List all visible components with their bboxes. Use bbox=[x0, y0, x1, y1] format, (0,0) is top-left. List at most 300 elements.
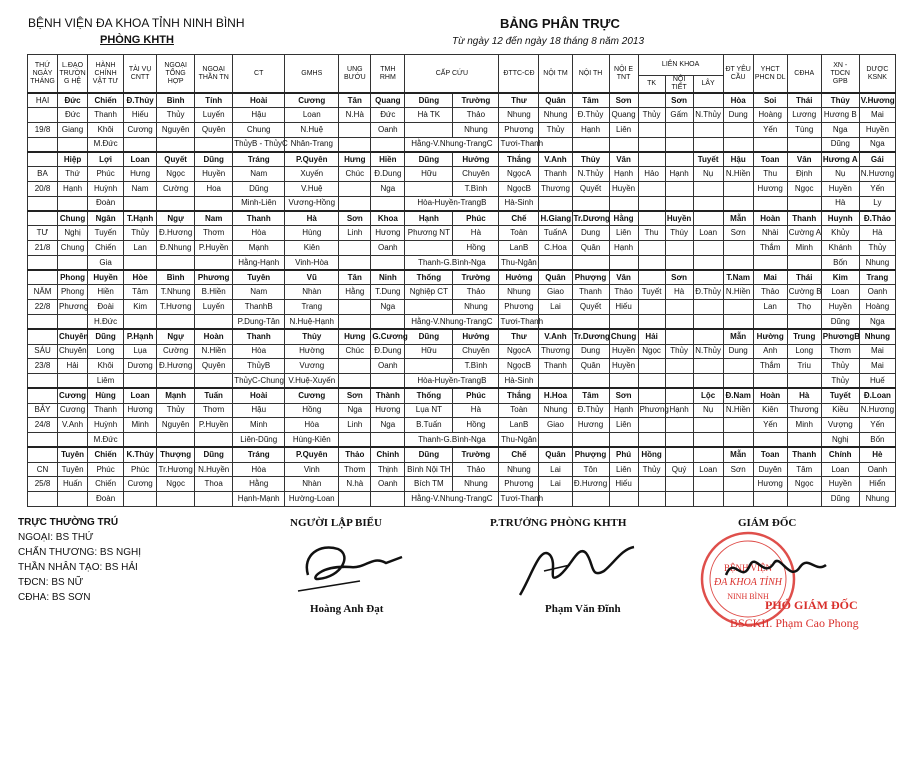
day-cell bbox=[28, 433, 58, 448]
roster-cell: Tươi-Thanh bbox=[499, 314, 539, 329]
roster-cell: Mẫn bbox=[723, 211, 753, 226]
roster-cell bbox=[665, 433, 693, 448]
roster-cell bbox=[723, 492, 753, 507]
roster-cell: Hiển bbox=[859, 477, 895, 492]
roster-cell bbox=[195, 255, 233, 270]
roster-cell bbox=[665, 255, 693, 270]
roster-cell: Cương bbox=[124, 477, 157, 492]
table-row bbox=[28, 314, 896, 329]
roster-cell: T.Bình bbox=[453, 359, 499, 374]
roster-cell: Dũng bbox=[233, 182, 285, 197]
roster-cell: Lan bbox=[124, 241, 157, 256]
roster-cell: Chung bbox=[58, 241, 88, 256]
roster-cell: Tuyến bbox=[88, 226, 124, 241]
roster-cell: Hồng bbox=[453, 241, 499, 256]
roster-cell: Thủy bbox=[638, 462, 665, 477]
roster-cell bbox=[539, 196, 572, 211]
roster-cell bbox=[195, 374, 233, 389]
preparer-signature bbox=[290, 535, 410, 600]
roster-cell: Chế bbox=[499, 447, 539, 462]
table-row bbox=[28, 108, 896, 123]
roster-cell: Tâm bbox=[572, 388, 609, 403]
preparer-title: NGƯỜI LẬP BIỂU bbox=[290, 517, 382, 529]
roster-cell: Oanh bbox=[859, 285, 895, 300]
roster-cell: Chính bbox=[821, 447, 859, 462]
roster-cell: Thái bbox=[787, 93, 821, 108]
roster-cell bbox=[753, 314, 787, 329]
roster-cell: Thương bbox=[539, 182, 572, 197]
roster-cell: Cương bbox=[58, 388, 88, 403]
col-header: ĐT YÊU CẦU bbox=[723, 55, 753, 94]
roster-cell: Nhàn bbox=[285, 477, 339, 492]
roster-cell: Toan bbox=[753, 447, 787, 462]
roster-cell bbox=[665, 374, 693, 389]
roster-cell: Quân bbox=[572, 359, 609, 374]
roster-cell: Đức bbox=[58, 108, 88, 123]
roster-cell: Oanh bbox=[371, 477, 405, 492]
roster-cell bbox=[638, 270, 665, 285]
roster-cell: Bốn bbox=[859, 433, 895, 448]
roster-cell: Đ.Loan bbox=[859, 388, 895, 403]
roster-cell: Nụ bbox=[693, 167, 723, 182]
roster-cell bbox=[58, 196, 88, 211]
roster-cell: Thư bbox=[499, 329, 539, 344]
roster-cell bbox=[339, 359, 371, 374]
roster-cell: Nga bbox=[821, 123, 859, 138]
roster-cell: Thanh bbox=[88, 108, 124, 123]
roster-cell: Vương bbox=[285, 359, 339, 374]
roster-cell: Thảo bbox=[453, 285, 499, 300]
roster-cell bbox=[753, 196, 787, 211]
roster-cell: Đ.Thủy bbox=[693, 285, 723, 300]
roster-cell: Loan bbox=[821, 462, 859, 477]
roster-cell: Huỳnh bbox=[88, 182, 124, 197]
roster-cell bbox=[665, 329, 693, 344]
roster-cell: Vinh bbox=[285, 462, 339, 477]
roster-cell: Vân bbox=[609, 152, 638, 167]
roster-cell bbox=[665, 241, 693, 256]
roster-cell: Dũng bbox=[821, 137, 859, 152]
roster-cell: Thủy bbox=[821, 359, 859, 374]
day-cell bbox=[28, 314, 58, 329]
roster-cell bbox=[157, 433, 195, 448]
roster-cell bbox=[195, 433, 233, 448]
roster-cell: Hòa bbox=[285, 418, 339, 433]
roster-cell: Dung bbox=[572, 226, 609, 241]
roster-cell: Sơn bbox=[665, 270, 693, 285]
roster-cell: ThủyB - ThủyC bbox=[233, 137, 285, 152]
col-header: NỘI E TNT bbox=[609, 55, 638, 94]
day-cell: 20/8 bbox=[28, 182, 58, 197]
roster-cell bbox=[693, 477, 723, 492]
roster-cell bbox=[787, 314, 821, 329]
roster-cell: Đ.Nam bbox=[723, 388, 753, 403]
roster-cell: Thịnh bbox=[371, 462, 405, 477]
roster-cell bbox=[609, 374, 638, 389]
roster-cell: Hạnh bbox=[609, 167, 638, 182]
day-cell: BẢY bbox=[28, 403, 58, 418]
roster-cell: T.Hương bbox=[157, 300, 195, 315]
roster-cell: Hương bbox=[371, 403, 405, 418]
roster-cell: Trung bbox=[787, 329, 821, 344]
roster-cell: Đ.Thủy bbox=[124, 93, 157, 108]
roster-cell: Huyền bbox=[859, 123, 895, 138]
roster-cell bbox=[572, 196, 609, 211]
roster-cell: N.Thủy bbox=[693, 344, 723, 359]
day-cell bbox=[28, 137, 58, 152]
roster-cell: Hưởng bbox=[453, 329, 499, 344]
roster-cell bbox=[693, 123, 723, 138]
col-header: NỘI TM bbox=[539, 55, 572, 94]
roster-cell: Nụ bbox=[693, 403, 723, 418]
roster-cell: Thống bbox=[405, 388, 453, 403]
roster-cell: Tân bbox=[339, 93, 371, 108]
roster-cell: N.Huyền bbox=[195, 462, 233, 477]
col-header: TK bbox=[638, 76, 665, 94]
roster-cell: Bốn bbox=[821, 255, 859, 270]
roster-cell: Trường bbox=[453, 93, 499, 108]
roster-cell: P.Quyên bbox=[285, 152, 339, 167]
roster-cell: Minh bbox=[787, 241, 821, 256]
roster-cell: Linh bbox=[339, 418, 371, 433]
roster-cell: H.Hoa bbox=[539, 388, 572, 403]
roster-cell: Cương bbox=[124, 123, 157, 138]
roster-cell: V.Huệ-Xuyến bbox=[285, 374, 339, 389]
roster-cell: Hằng bbox=[339, 285, 371, 300]
roster-cell: Quân bbox=[572, 241, 609, 256]
roster-cell: Hữu bbox=[405, 167, 453, 182]
roster-cell: Thắm bbox=[753, 241, 787, 256]
roster-cell: Hoài bbox=[233, 388, 285, 403]
roster-cell: Yến bbox=[859, 418, 895, 433]
roster-cell bbox=[609, 314, 638, 329]
roster-cell: Thống bbox=[405, 270, 453, 285]
roster-cell: Loan bbox=[124, 152, 157, 167]
roster-cell: Phương bbox=[499, 477, 539, 492]
roster-cell: Thu-Ngân bbox=[499, 255, 539, 270]
roster-cell: Dũng bbox=[405, 152, 453, 167]
roster-cell: Thanh bbox=[572, 285, 609, 300]
roster-cell: NgọcA bbox=[499, 167, 539, 182]
roster-cell bbox=[638, 300, 665, 315]
roster-cell bbox=[693, 492, 723, 507]
day-cell: 22/8 bbox=[28, 300, 58, 315]
roster-cell bbox=[723, 182, 753, 197]
roster-cell: Tr.Hương bbox=[157, 462, 195, 477]
roster-cell: Nhung bbox=[499, 108, 539, 123]
roster-cell: Hiệp bbox=[58, 152, 88, 167]
day-cell bbox=[28, 152, 58, 167]
roster-cell: Ngọc bbox=[638, 344, 665, 359]
duty-line: TĐCN: BS NỮ bbox=[18, 577, 84, 588]
roster-cell: Oanh bbox=[371, 123, 405, 138]
roster-cell: Hiền bbox=[371, 152, 405, 167]
roster-cell bbox=[371, 492, 405, 507]
roster-cell: H.Giang bbox=[539, 211, 572, 226]
roster-cell: Trang bbox=[859, 270, 895, 285]
roster-cell bbox=[638, 388, 665, 403]
roster-cell bbox=[693, 359, 723, 374]
roster-cell bbox=[371, 137, 405, 152]
roster-cell: Tuấn bbox=[195, 388, 233, 403]
roster-cell bbox=[157, 196, 195, 211]
roster-cell: Chuyên bbox=[58, 344, 88, 359]
roster-cell bbox=[539, 137, 572, 152]
roster-cell: Quyết bbox=[157, 152, 195, 167]
deputy-head-signature bbox=[510, 535, 640, 605]
roster-cell: Bích TM bbox=[405, 477, 453, 492]
roster-cell: Mạnh bbox=[157, 388, 195, 403]
roster-cell: Loan bbox=[124, 388, 157, 403]
roster-cell: Quang bbox=[371, 93, 405, 108]
roster-cell: Thơm bbox=[195, 403, 233, 418]
roster-cell: Oanh bbox=[371, 359, 405, 374]
roster-cell: Phương bbox=[195, 270, 233, 285]
roster-cell bbox=[405, 359, 453, 374]
roster-cell: Lai bbox=[539, 477, 572, 492]
roster-cell: Thảo bbox=[453, 462, 499, 477]
svg-text:ĐA KHOA TỈNH: ĐA KHOA TỈNH bbox=[714, 577, 782, 588]
roster-cell bbox=[371, 196, 405, 211]
day-cell bbox=[28, 374, 58, 389]
roster-cell: Hải bbox=[638, 329, 665, 344]
roster-cell: P.Hạnh bbox=[124, 329, 157, 344]
roster-cell: Huấn bbox=[58, 477, 88, 492]
roster-cell bbox=[609, 492, 638, 507]
roster-cell: Hạnh bbox=[405, 211, 453, 226]
roster-cell: Thu bbox=[638, 226, 665, 241]
roster-cell bbox=[693, 211, 723, 226]
roster-cell: V.Hương bbox=[859, 93, 895, 108]
table-row bbox=[28, 241, 896, 256]
roster-cell: Nga bbox=[371, 182, 405, 197]
roster-cell bbox=[539, 314, 572, 329]
roster-cell: NgọcB bbox=[499, 182, 539, 197]
roster-cell bbox=[572, 255, 609, 270]
roster-cell: Bình bbox=[157, 93, 195, 108]
roster-cell: Hạnh bbox=[609, 241, 638, 256]
roster-cell: Thanh bbox=[88, 403, 124, 418]
roster-cell: Quân bbox=[539, 270, 572, 285]
roster-cell: Tươi-Thanh bbox=[499, 137, 539, 152]
roster-cell: Nhung bbox=[453, 300, 499, 315]
roster-cell: Thủy bbox=[572, 152, 609, 167]
roster-cell: Quyên bbox=[195, 359, 233, 374]
roster-cell: Hiền bbox=[88, 285, 124, 300]
day-cell: 23/8 bbox=[28, 359, 58, 374]
roster-cell bbox=[339, 182, 371, 197]
day-cell: 21/8 bbox=[28, 241, 58, 256]
table-row bbox=[28, 418, 896, 433]
col-header: L.ĐẠO TRƯỜN G HỆ bbox=[58, 55, 88, 94]
roster-cell bbox=[572, 137, 609, 152]
roster-cell bbox=[339, 123, 371, 138]
roster-cell: Thủy bbox=[821, 374, 859, 389]
roster-cell bbox=[572, 314, 609, 329]
roster-cell: Nga bbox=[371, 418, 405, 433]
roster-cell: Phương NT bbox=[405, 226, 453, 241]
col-header: NỘI TH bbox=[572, 55, 609, 94]
col-header: NGOẠI THẦN TN bbox=[195, 55, 233, 94]
roster-cell: Thủy bbox=[157, 403, 195, 418]
roster-cell bbox=[157, 255, 195, 270]
day-cell bbox=[28, 211, 58, 226]
roster-cell: Khánh bbox=[821, 241, 859, 256]
roster-cell bbox=[539, 492, 572, 507]
roster-cell: Tuyên bbox=[58, 462, 88, 477]
roster-cell: Vương-Hồng bbox=[285, 196, 339, 211]
roster-cell: Nhung bbox=[859, 255, 895, 270]
roster-cell: Tuyết bbox=[638, 285, 665, 300]
roster-cell: Nhung bbox=[859, 492, 895, 507]
roster-cell: Minh-Liên bbox=[233, 196, 285, 211]
roster-cell bbox=[339, 300, 371, 315]
roster-cell bbox=[124, 314, 157, 329]
table-row bbox=[28, 123, 896, 138]
roster-cell: Quyết bbox=[572, 182, 609, 197]
roster-cell: Đ.Nhung bbox=[157, 241, 195, 256]
roster-cell: Thủy bbox=[821, 93, 859, 108]
roster-cell: Tùng bbox=[787, 123, 821, 138]
roster-cell: Tuyết bbox=[693, 152, 723, 167]
roster-cell: Huỳnh bbox=[88, 418, 124, 433]
roster-cell bbox=[693, 300, 723, 315]
roster-cell: Trường bbox=[453, 447, 499, 462]
roster-cell: Thắm bbox=[753, 359, 787, 374]
roster-cell: Dũng bbox=[405, 447, 453, 462]
roster-cell: Phượng bbox=[572, 270, 609, 285]
roster-cell: Dũng bbox=[195, 447, 233, 462]
roster-cell: Tôn bbox=[572, 462, 609, 477]
roster-cell: N.Hương bbox=[859, 167, 895, 182]
roster-cell: Loan bbox=[821, 285, 859, 300]
roster-cell: Lộc bbox=[693, 388, 723, 403]
col-header: CẤP CỨU bbox=[405, 55, 499, 94]
table-row bbox=[28, 270, 896, 285]
roster-cell: Hưởng bbox=[453, 152, 499, 167]
roster-cell bbox=[753, 374, 787, 389]
roster-cell bbox=[693, 374, 723, 389]
roster-cell bbox=[638, 182, 665, 197]
roster-cell: Hà bbox=[665, 285, 693, 300]
day-cell bbox=[28, 329, 58, 344]
table-row bbox=[28, 492, 896, 507]
roster-cell: N.Huệ-Hạnh bbox=[285, 314, 339, 329]
roster-cell: Thắng bbox=[499, 388, 539, 403]
roster-cell bbox=[723, 137, 753, 152]
roster-cell: ThủyC-Chung bbox=[233, 374, 285, 389]
roster-cell bbox=[638, 492, 665, 507]
roster-cell: Ngự bbox=[157, 329, 195, 344]
roster-cell: Thành bbox=[371, 388, 405, 403]
roster-cell: Thanh bbox=[787, 211, 821, 226]
roster-cell: Nam bbox=[195, 211, 233, 226]
roster-cell bbox=[693, 255, 723, 270]
roster-cell: Hương bbox=[371, 226, 405, 241]
roster-cell: Kim bbox=[124, 300, 157, 315]
roster-cell: Nga bbox=[859, 314, 895, 329]
roster-cell: Hà TK bbox=[405, 108, 453, 123]
roster-cell: Luyến bbox=[195, 300, 233, 315]
roster-cell bbox=[124, 137, 157, 152]
roster-cell: Thọ bbox=[787, 300, 821, 315]
day-cell bbox=[28, 447, 58, 462]
roster-cell bbox=[723, 374, 753, 389]
roster-cell: Hà bbox=[285, 211, 339, 226]
roster-cell: Sơn bbox=[339, 211, 371, 226]
roster-cell: Chinh bbox=[371, 447, 405, 462]
roster-cell bbox=[58, 433, 88, 448]
roster-cell: Tâm bbox=[124, 285, 157, 300]
roster-cell: C.Hoa bbox=[539, 241, 572, 256]
roster-cell: P.Quyên bbox=[285, 447, 339, 462]
roster-cell: Đ.Hương bbox=[157, 359, 195, 374]
roster-cell: Thanh bbox=[787, 447, 821, 462]
table-row bbox=[28, 167, 896, 182]
roster-cell bbox=[638, 211, 665, 226]
roster-cell: Ly bbox=[859, 196, 895, 211]
roster-cell bbox=[723, 196, 753, 211]
roster-cell: Huyền bbox=[195, 167, 233, 182]
table-row bbox=[28, 374, 896, 389]
roster-cell: Thượng bbox=[157, 447, 195, 462]
roster-cell: Kiên bbox=[285, 241, 339, 256]
table-row bbox=[28, 329, 896, 344]
roster-cell: Hạnh bbox=[58, 182, 88, 197]
roster-cell bbox=[609, 137, 638, 152]
roster-cell: T.Bình bbox=[453, 182, 499, 197]
roster-cell: Khôi bbox=[88, 359, 124, 374]
col-header: GMHS bbox=[285, 55, 339, 94]
roster-cell: NgọcB bbox=[499, 359, 539, 374]
roster-cell: Mai bbox=[859, 359, 895, 374]
roster-cell bbox=[665, 314, 693, 329]
roster-cell bbox=[723, 300, 753, 315]
roster-cell: Lương bbox=[787, 108, 821, 123]
roster-cell: N.Thủy bbox=[693, 108, 723, 123]
roster-cell: Giao bbox=[539, 285, 572, 300]
roster-cell bbox=[371, 374, 405, 389]
roster-cell: Hòa bbox=[233, 344, 285, 359]
day-cell: 19/8 bbox=[28, 123, 58, 138]
roster-cell: Huyền bbox=[609, 344, 638, 359]
roster-cell: M.Đức bbox=[88, 433, 124, 448]
roster-cell: Tuyên bbox=[58, 447, 88, 462]
roster-cell: Phương bbox=[58, 300, 88, 315]
roster-cell bbox=[339, 492, 371, 507]
roster-cell: Phương bbox=[638, 403, 665, 418]
roster-cell: N.Hà bbox=[339, 108, 371, 123]
roster-cell: Hùng-Kiên bbox=[285, 433, 339, 448]
roster-cell: Hà-Sinh bbox=[499, 196, 539, 211]
roster-cell: Lai bbox=[539, 300, 572, 315]
day-cell bbox=[28, 270, 58, 285]
roster-cell: P.Huyền bbox=[195, 418, 233, 433]
roster-cell: Dung bbox=[723, 344, 753, 359]
roster-cell: Liên bbox=[609, 226, 638, 241]
roster-cell: Gấm bbox=[665, 108, 693, 123]
roster-cell: Hè bbox=[859, 447, 895, 462]
roster-cell: Hằng-V.Nhung-TrangC bbox=[405, 492, 499, 507]
roster-cell: Phong bbox=[58, 270, 88, 285]
roster-cell: Sơn bbox=[665, 93, 693, 108]
roster-cell: Hòa-Huyền-TrangB bbox=[405, 374, 499, 389]
col-header: LÂY bbox=[693, 76, 723, 94]
roster-cell: Đ.Thủy bbox=[572, 403, 609, 418]
roster-cell: Tr.Dương bbox=[572, 329, 609, 344]
roster-cell bbox=[195, 137, 233, 152]
roster-cell: M.Đức bbox=[88, 137, 124, 152]
